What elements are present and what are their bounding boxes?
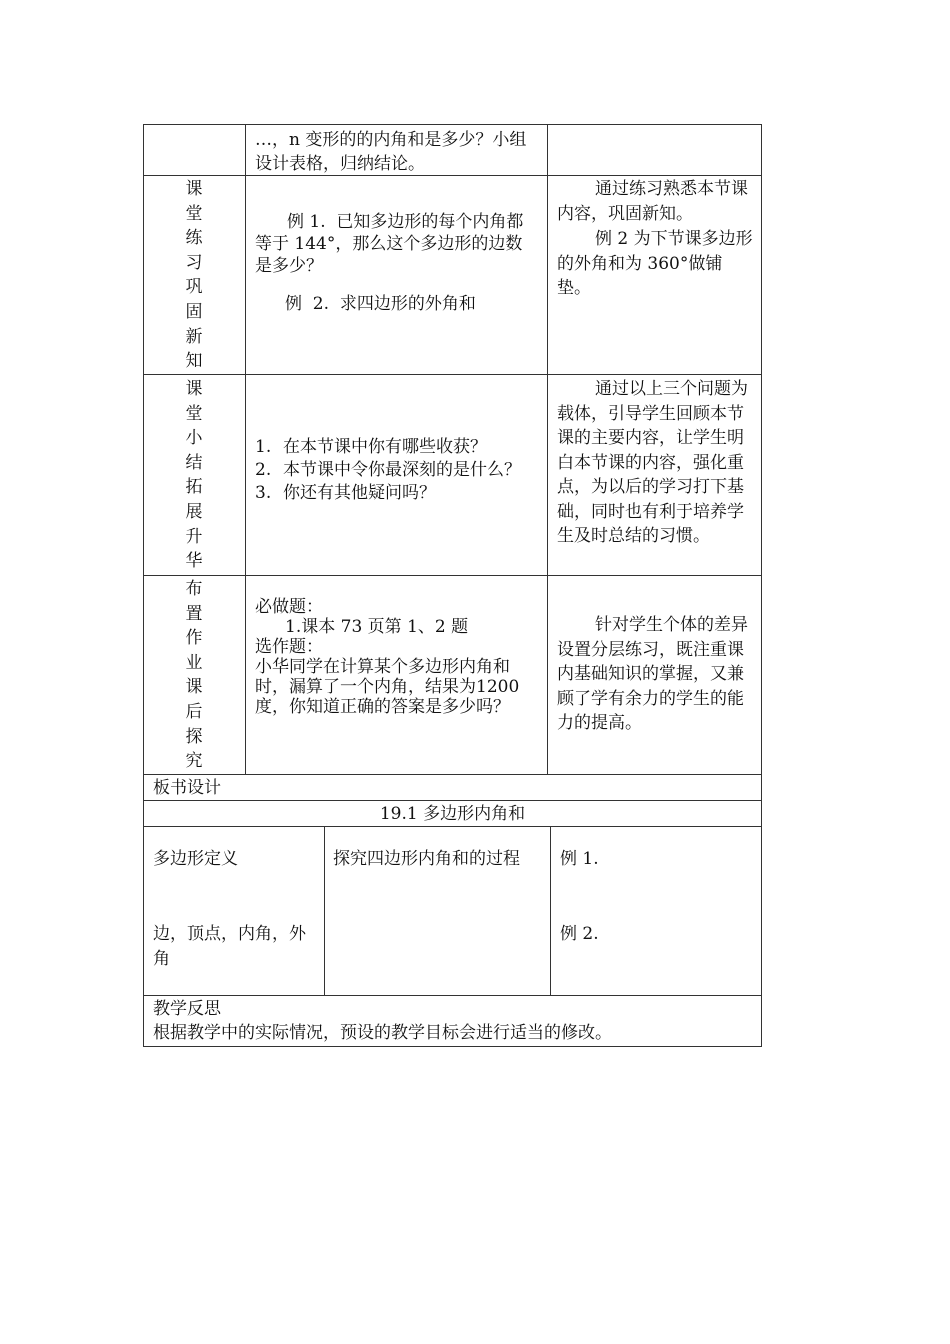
row-divider: [143, 374, 762, 375]
row-divider: [143, 800, 762, 801]
practice-intent-2: 例 2 为下节课多边形的外角和为 360°做铺垫。: [557, 229, 753, 298]
row-divider: [143, 575, 762, 576]
summary-intent: 通过以上三个问题为载体，引导学生回顾本节课的主要内容，让学生明白本节课的内容，强化重点，为以后的学习打下基础，同时也有利于培养学生及时总结的习惯。: [557, 379, 748, 546]
list-item: 3. 你还有其他疑问吗？: [255, 483, 436, 503]
board-label: 板书设计: [153, 778, 221, 798]
homework-intent: 针对学生个体的差异设置分层练习，既注重课内基础知识的掌握，又兼顾了学有余力的学生的能力的提高。: [557, 615, 748, 733]
practice-intent-1: 通过练习熟悉本节课内容，巩固新知。: [557, 179, 748, 224]
practice-example-1: 例 1. 已知多边形的每个内角都等于 144°，那么这个多边形的边数是多少？: [255, 212, 524, 276]
board-col3-example-2: 例 2.: [560, 924, 599, 944]
optional-text: 小华同学在计算某个多边形内角和时，漏算了一个内角，结果为1200度，你知道正确的答案是多少吗？: [255, 657, 520, 717]
column-divider: [547, 124, 548, 775]
board-title: 19.1 多边形内角和: [379, 804, 526, 824]
summary-questions: [245, 436, 539, 505]
stage-homework: 布 置 作 业 课 后 探 究: [185, 579, 203, 772]
board-col1-terms: 边，顶点，内角，外角: [153, 924, 306, 969]
row-divider: [143, 774, 762, 775]
reflection-label: 教学反思: [153, 999, 221, 1019]
stage-practice: 课 堂 练 习 巩 固 新 知: [185, 179, 203, 372]
list-item: 2. 本节课中令你最深刻的是什么？: [255, 460, 521, 480]
row-divider: [143, 995, 762, 996]
board-col2-process: 探究四边形内角和的过程: [333, 849, 520, 869]
column-divider: [550, 826, 551, 996]
column-divider: [324, 826, 325, 996]
practice-example-2: 例 2. 求四边形的外角和: [285, 294, 476, 314]
reflection-text: 根据教学中的实际情况，预设的教学目标会进行适当的修改。: [153, 1023, 612, 1043]
list-item: 1. 在本节课中你有哪些收获？: [255, 437, 487, 457]
board-col1-definition: 多边形定义: [153, 849, 238, 869]
optional-label: 选作题：: [255, 637, 323, 657]
board-col3-example-1: 例 1.: [560, 849, 599, 869]
required-label: 必做题：: [255, 597, 323, 617]
continuation-content: …，n 变形的的内角和是多少？小组设计表格，归纳结论。: [255, 130, 527, 174]
required-item: 1.课本 73 页第 1、2 题: [285, 617, 469, 637]
stage-summary: 课 堂 小 结 拓 展 升 华: [185, 379, 203, 572]
